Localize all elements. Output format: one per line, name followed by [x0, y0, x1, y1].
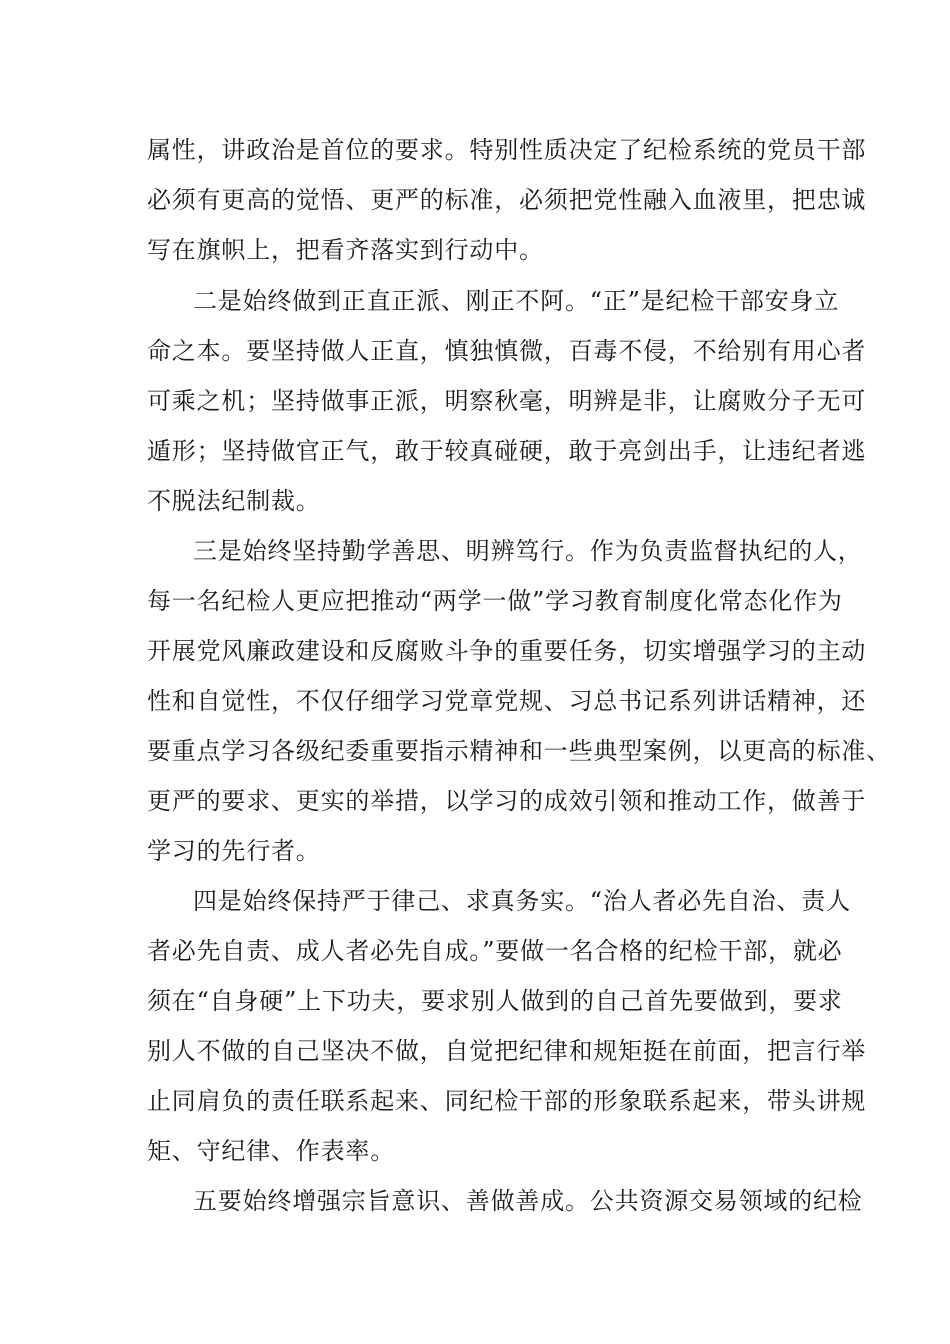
text-line: 必须有更高的觉悟、更严的标准，必须把党性融入血液里，把忠诚: [147, 186, 867, 214]
text-line: 写在旗帜上，把看齐落实到行动中。: [147, 236, 544, 264]
text-line: 者必先自责、成人者必先自成。”要做一名合格的纪检干部，就必: [147, 937, 843, 965]
text-line: 止同肩负的责任联系起来、同纪检干部的形象联系起来，带头讲规: [147, 1087, 867, 1115]
text-line: 别人不做的自己坚决不做，自觉把纪律和规矩挺在前面，把言行举: [147, 1037, 867, 1065]
text-line: 须在“自身硬”上下功夫，要求别人做到的自己首先要做到，要求: [147, 987, 843, 1015]
paragraph-start-line: 四是始终保持严于律己、求真务实。“治人者必先自治、责人: [193, 887, 851, 915]
paragraph-start-line: 二是始终做到正直正派、刚正不阿。“正”是纪检干部安身立: [193, 287, 840, 315]
text-line: 可乘之机；坚持做事正派，明察秋毫，明辨是非，让腐败分子无可: [147, 387, 867, 415]
text-line: 开展党风廉政建设和反腐败斗争的重要任务，切实增强学习的主动: [147, 637, 867, 665]
text-line: 命之本。要坚持做人正直，慎独慎微，百毒不侵，不给别有用心者: [147, 337, 867, 365]
text-line: 不脱法纪制裁。: [147, 487, 321, 515]
paragraph-start-line: 五要始终增强宗旨意识、善做善成。公共资源交易领域的纪检: [193, 1187, 863, 1215]
text-line: 遁形；坚持做官正气，敢于较真碰硬，敢于亮剑出手，让违纪者逃: [147, 437, 867, 465]
text-line: 属性，讲政治是首位的要求。特别性质决定了纪检系统的党员干部: [147, 136, 867, 164]
text-line: 矩、守纪律、作表率。: [147, 1137, 395, 1165]
paragraph-start-line: 三是始终坚持勤学善思、明辨笃行。作为负责监督执纪的人，: [193, 537, 863, 565]
text-line: 性和自觉性，不仅仔细学习党章党规、习总书记系列讲话精神，还: [147, 687, 867, 715]
text-line: 要重点学习各级纪委重要指示精神和一些典型案例，以更高的标准、: [147, 737, 891, 765]
text-line: 每一名纪检人更应把推动“两学一做”学习教育制度化常态化作为: [147, 587, 843, 615]
text-line: 更严的要求、更实的举措，以学习的成效引领和推动工作，做善于: [147, 787, 867, 815]
text-line: 学习的先行者。: [147, 837, 321, 865]
